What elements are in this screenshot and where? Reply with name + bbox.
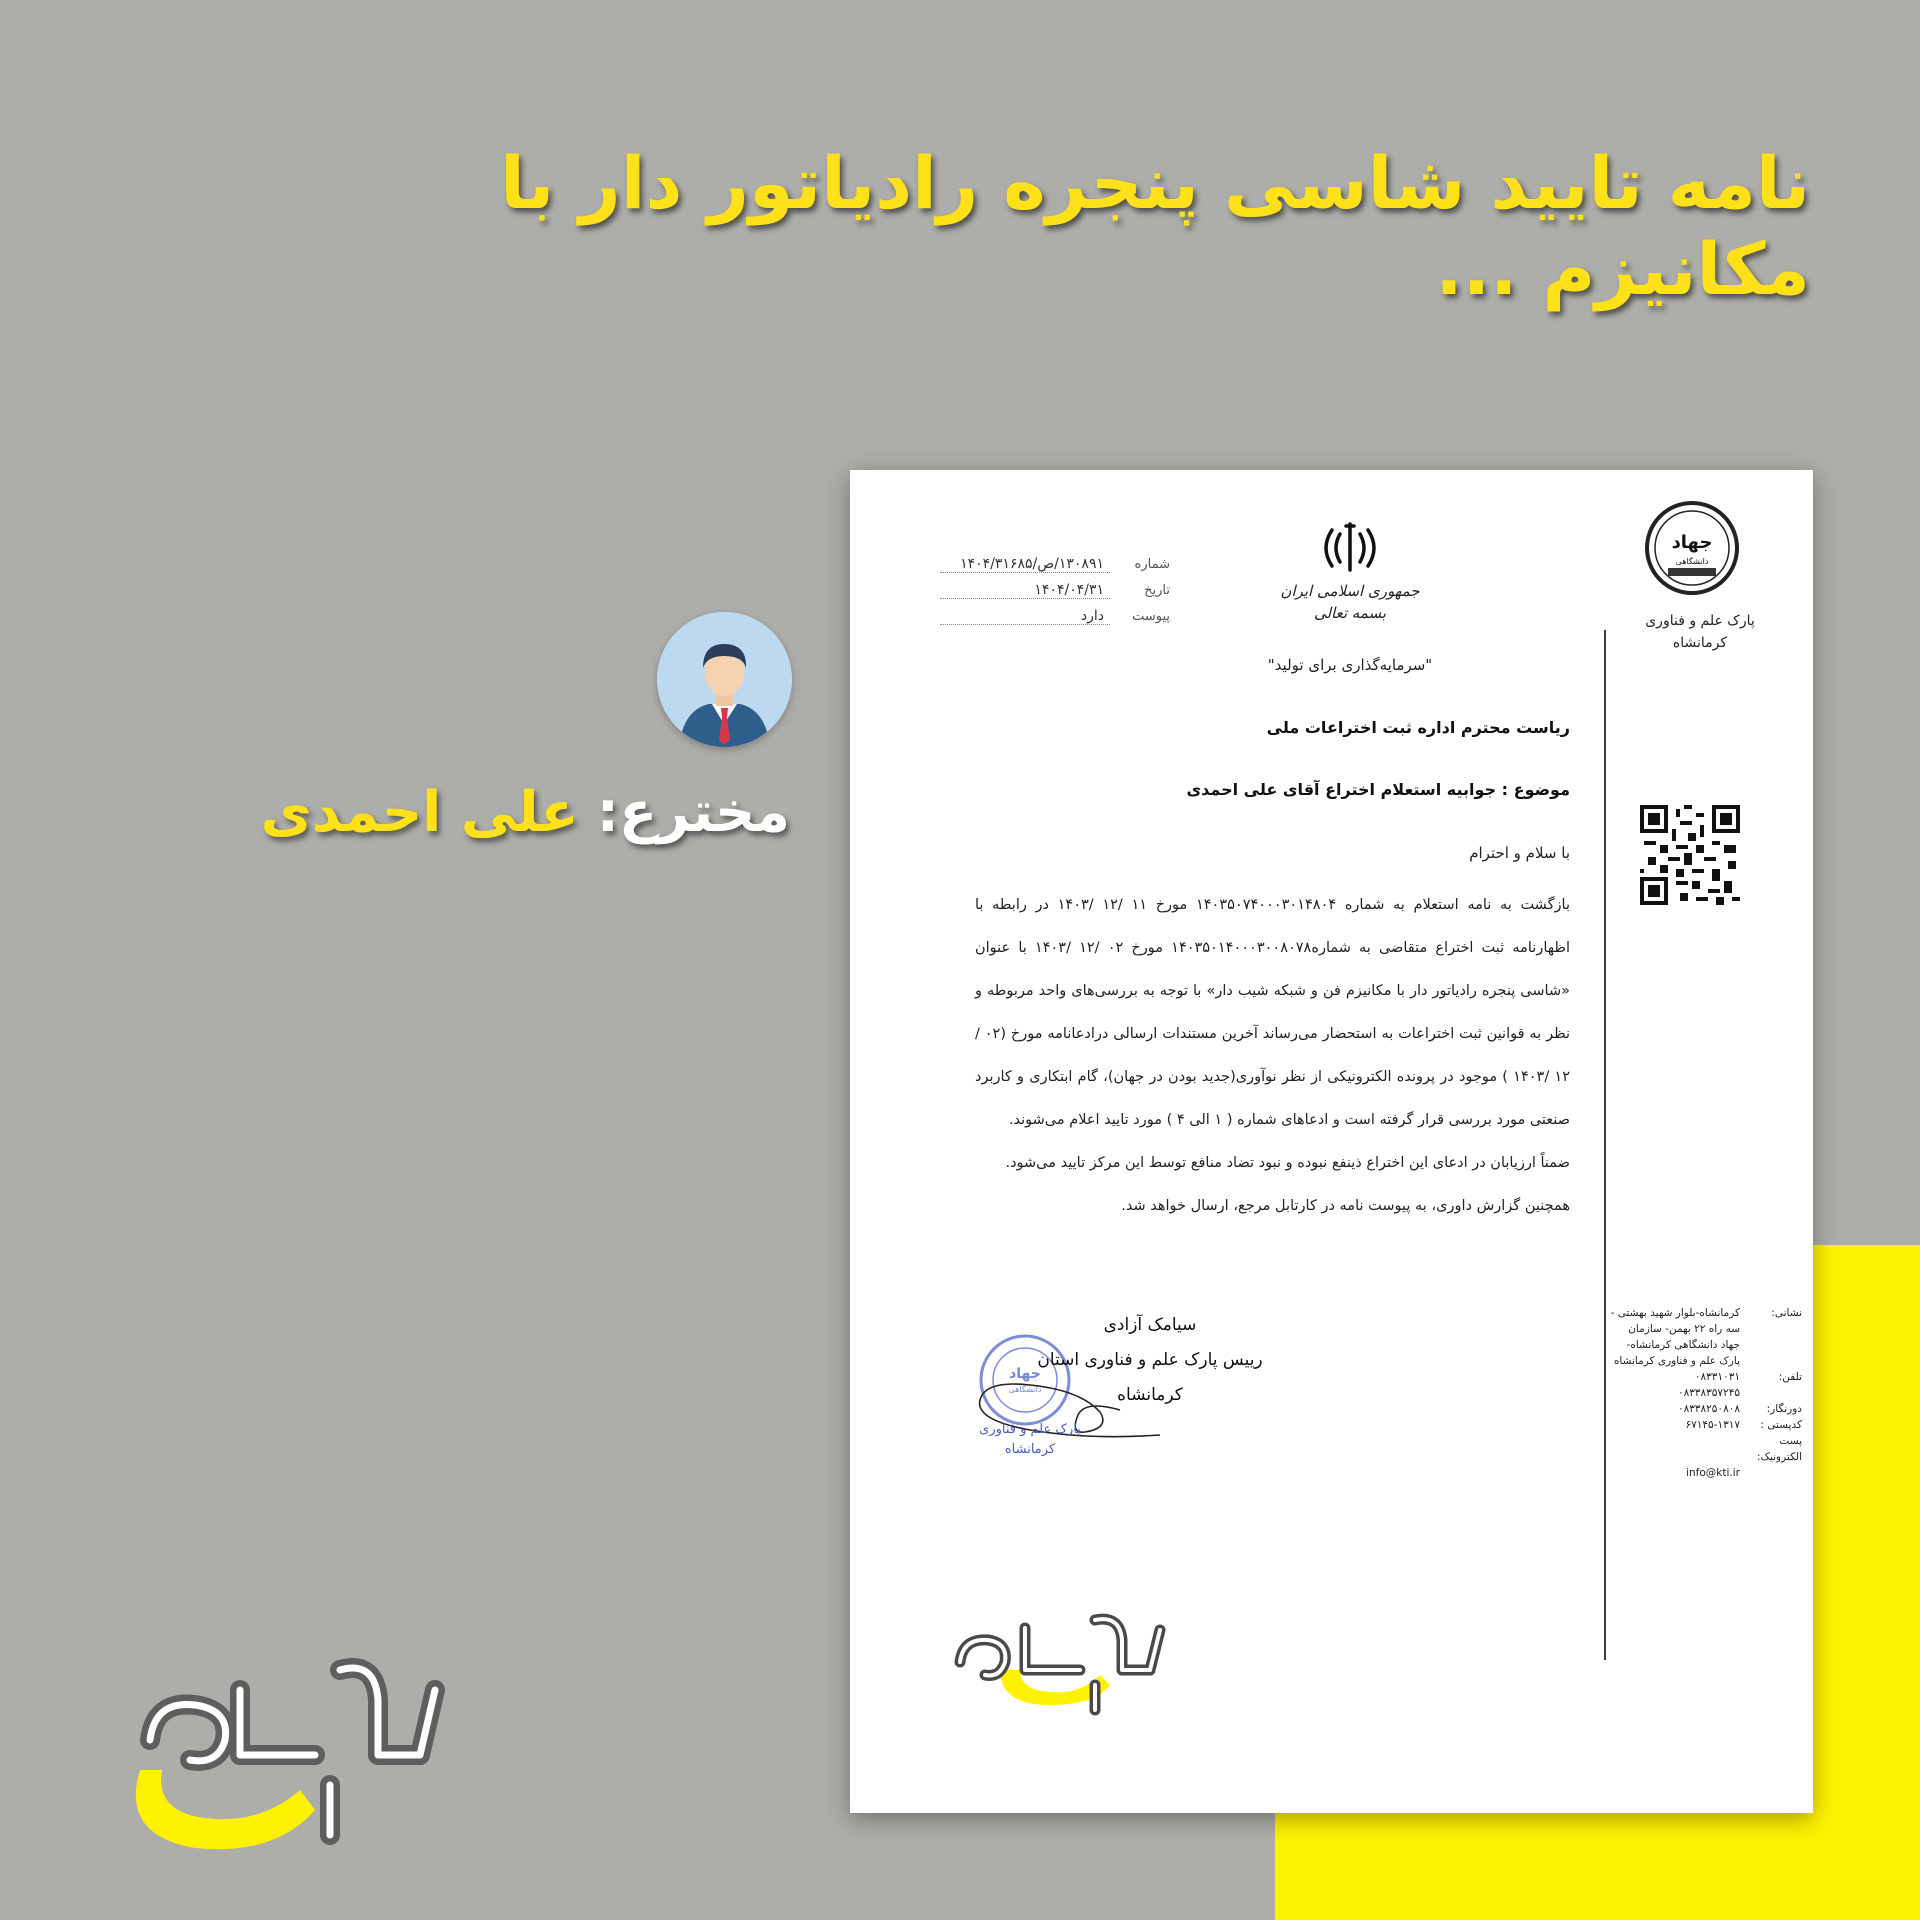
approval-letter [850,470,1813,1813]
contact-key [1740,1465,1802,1481]
org-name-line1: پارک علم و فناوری [1645,613,1755,629]
contact-value: info@kti.ir [1686,1467,1740,1479]
page-title: نامه تایید شاسی پنجره رادیاتور دار با مکانیزم ... [500,141,1810,312]
jahad-logo [1642,498,1742,598]
letter-body [975,884,1570,1228]
meta-key: تاریخ [1144,583,1170,598]
stamp-line2: کرمانشاه [1004,1442,1056,1457]
emblem-country: جمهوری اسلامی ایران [1280,582,1420,600]
contact-row [1610,1401,1802,1417]
meta-value: ۱۳۰۸۹۱/ص/۱۴۰۴/۳۱۶۸۵ [940,556,1110,573]
contact-value [1610,1433,1740,1465]
meta-key: پیوست [1132,609,1170,624]
contact-key: کدپستی : [1760,1419,1802,1431]
org-name-line2: کرمانشاه [1672,635,1728,651]
meta-value: ۱۴۰۴/۰۴/۳۱ [940,582,1110,599]
brand-logo [100,1620,460,1870]
svg-text:دانشگاهی: دانشگاهی [1008,1385,1042,1394]
contact-row [1610,1433,1802,1465]
meta-attachment [940,608,1170,634]
stamp-caption [960,1420,1100,1460]
contact-key: دورنگار: [1766,1403,1802,1415]
contact-row [1610,1465,1802,1481]
emblem-bismillah: بسمه تعالی [1313,604,1387,622]
org-name [1610,610,1790,654]
paragraph: بازگشت به نامه استعلام به شماره ۱۴۰۳۵۰۷۴۰۰۰۳۰۱۴۸۰۴ مورخ ۱۱ /۱۲ /۱۴۰۳ در رابطه با اظهارنامه ثبت اختراع متقاضی به شماره۱۴۰۳۵۰۱۴۰۰۰۳۰۰۸۰۷۸ مورخ ۰۲ /۱۲ /۱۴۰۳ با عنوان «شاسی پنجره رادیاتور دار با مکانیزم فن و شبکه شیب دار» با توجه به بررسی‌های واحد مربوطه و نظر به قوانین ثبت اختراعات به استحضار می‌رساند آخرین مستندات ارسالی درادعانامه مورخ (۰۲ /۱۲ /۱۴۰۳ ) موجود در پرونده الکترونیکی از نظر نوآوری(جدید بودن در جهان)، گام ابتکاری و کاربرد صنعتی مورد بررسی قرار گرفته است و ادعاهای شماره ( ۱ الی ۴ ) مورد تایید اعلام می‌شوند. [975,897,1571,1128]
svg-text:جهاد: جهاد [1671,532,1713,553]
contact-value: ۰۸۳۳۸۳۵۷۲۴۵ [1677,1387,1740,1399]
meta-date [940,582,1170,608]
inventor-line [90,780,790,845]
letter-meta [940,556,1170,634]
stamp-line1: پارک علم و فناوری [979,1422,1081,1437]
meta-number [940,556,1170,582]
contact-value: کرمانشاه-بلوار شهید بهشتی - سه راه ۲۲ بهمن- سازمان جهاد دانشگاهی کرمانشاه-پارک علم و فناوری کرمانشاه [1610,1307,1740,1367]
contact-value: ۰۸۳۳۱۰۳۱ [1694,1371,1740,1383]
contact-row [1610,1385,1802,1401]
meta-key: شماره [1134,557,1170,572]
year-motto: "سرمایه‌گذاری برای تولید" [1267,656,1433,674]
signer-name: سیامک آزادی [1103,1315,1197,1335]
meta-value: دارد [940,608,1110,625]
signer-title: رییس پارک علم و فناوری استان [1037,1350,1263,1370]
contact-info [1610,1305,1802,1481]
margin-divider [1604,630,1606,1660]
emblem-caption [1250,580,1450,624]
contact-key [1740,1385,1802,1401]
contact-row [1610,1305,1802,1369]
contact-value: ۰۸۳۳۸۲۵۰۸۰۸ [1677,1403,1740,1415]
signer-city: کرمانشاه [1117,1385,1183,1405]
addressee: ریاست محترم اداره ثبت اختراعات ملی [1266,718,1570,737]
person-icon [657,612,792,747]
greeting: با سلام و احترام [1469,844,1570,862]
contact-row [1610,1417,1802,1433]
qr-code-icon [1640,805,1740,905]
inventor-label: مخترع: [596,780,790,845]
contact-row [1610,1369,1802,1385]
paragraph: همچنین گزارش داوری، به پیوست نامه در کارتابل مرجع، ارسال خواهد شد. [1121,1198,1570,1214]
svg-text:دانشگاهی: دانشگاهی [1675,557,1709,566]
inventor-name: علی احمدی [260,780,579,845]
subject: موضوع : جوابیه استعلام اختراع آقای علی احمدی [1186,780,1570,799]
svg-text:جهاد: جهاد [1009,1366,1041,1382]
inventor-avatar [657,612,792,747]
contact-value: ۶۷۱۴۵-۱۳۱۷ [1685,1419,1740,1431]
paragraph: ضمناً ارزیابان در ادعای این اختراع ذینفع نبوده و نبود تضاد منافع توسط این مرکز تایید می‌شود. [1005,1155,1570,1171]
contact-key: نشانی: [1771,1307,1802,1319]
brand-watermark [930,1600,1190,1720]
iran-emblem-icon [1310,518,1390,578]
contact-key: پست الکترونیک: [1757,1435,1802,1463]
contact-key: تلفن: [1778,1371,1802,1383]
